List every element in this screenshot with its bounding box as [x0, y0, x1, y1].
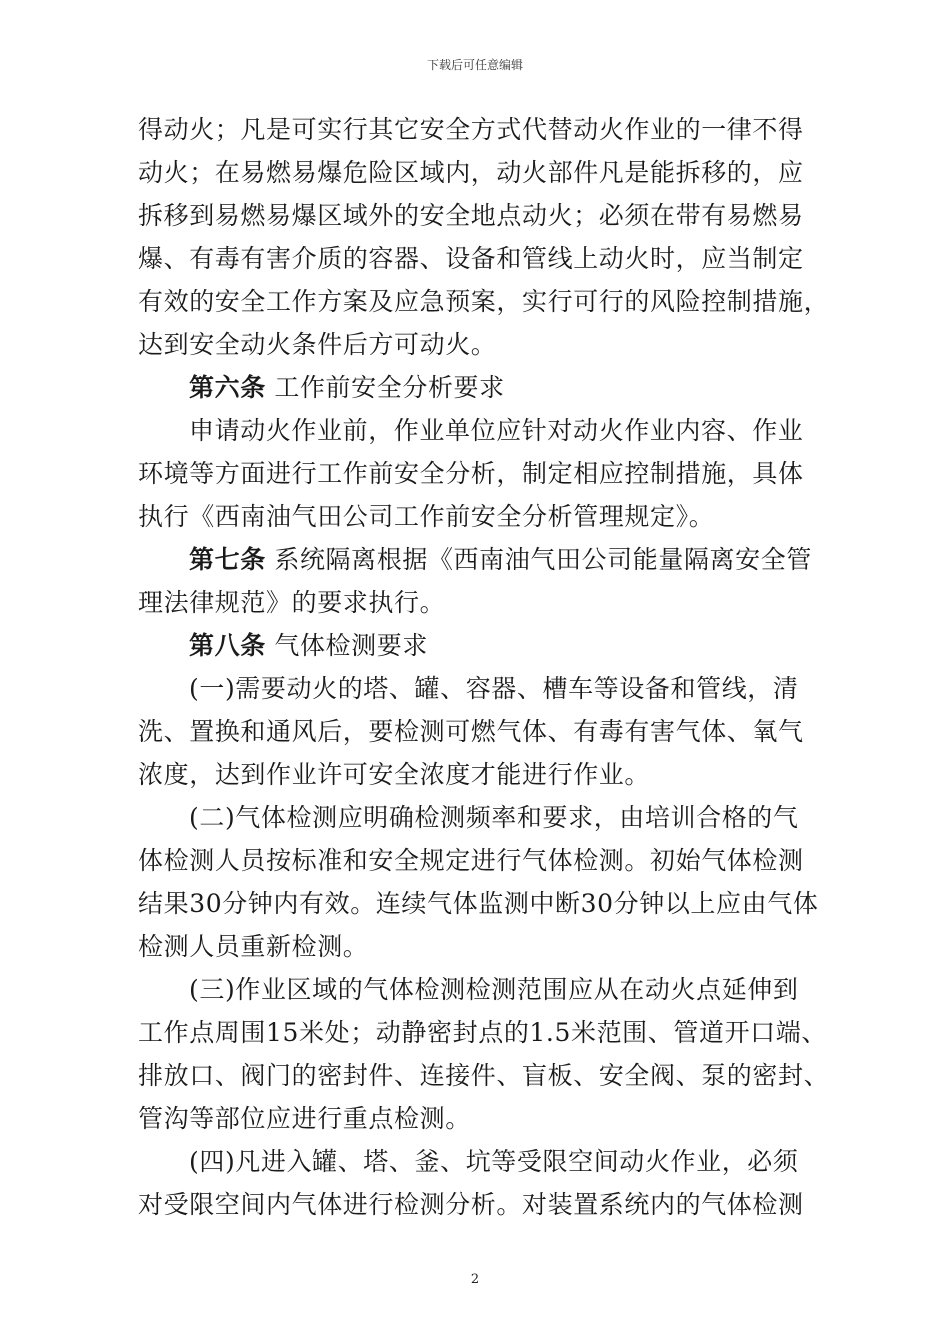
text-line: 爆、有毒有害介质的容器、设备和管线上动火时，应当制定	[138, 244, 804, 273]
article-6-heading	[138, 366, 828, 409]
text-line: 体检测人员按标准和安全规定进行气体检测。初始气体检测	[138, 846, 804, 875]
text-line: 对受限空间内气体进行检测分析。对装置系统内的气体检测	[138, 1190, 804, 1219]
article-7-paragraph	[138, 538, 828, 624]
article-label: 第七条	[189, 545, 266, 574]
text-line: 动火；在易燃易爆危险区域内，动火部件凡是能拆移的，应	[138, 158, 804, 187]
text-line: 拆移到易燃易爆区域外的安全地点动火；必须在带有易燃易	[138, 201, 804, 230]
article-6-paragraph	[138, 409, 828, 538]
text-line: 申请动火作业前，作业单位应针对动火作业内容、作业	[189, 416, 804, 445]
text-line: 执行《西南油气田公司工作前安全分析管理规定》。	[138, 502, 715, 531]
text-line: 达到安全动火条件后方可动火。	[138, 330, 497, 359]
text-line: 理法律规范》的要求执行。	[138, 588, 446, 617]
item-3-paragraph	[138, 968, 828, 1140]
text-line: 得动火；凡是可实行其它安全方式代替动火作业的一律不得	[138, 115, 804, 144]
text-line: 排放口、阀门的密封件、连接件、盲板、安全阀、泵的密封、	[138, 1061, 830, 1090]
page-header: 下载后可任意编辑	[426, 58, 523, 72]
item-1-paragraph	[138, 667, 828, 796]
text-line: (一)需要动火的塔、罐、容器、槽车等设备和管线，清	[189, 674, 799, 703]
text-line: 检测人员重新检测。	[138, 932, 369, 961]
text-line: (二)气体检测应明确检测频率和要求，由培训合格的气	[189, 803, 799, 832]
text-line: 管沟等部位应进行重点检测。	[138, 1104, 471, 1133]
text-line: 洗、置换和通风后，要检测可燃气体、有毒有害气体、氧气	[138, 717, 804, 746]
article-label: 第八条	[189, 631, 266, 660]
page-number: 2	[470, 1272, 480, 1287]
article-title: 气体检测要求	[274, 631, 428, 660]
item-4-paragraph	[138, 1140, 828, 1226]
text-line: (四)凡进入罐、塔、釜、坑等受限空间动火作业，必须	[189, 1147, 799, 1176]
text-line: 环境等方面进行工作前安全分析，制定相应控制措施，具体	[138, 459, 804, 488]
article-8-heading	[138, 624, 828, 667]
text-line	[138, 538, 828, 581]
document-body	[138, 108, 828, 1226]
text-line	[138, 624, 828, 667]
text-line: 浓度，达到作业许可安全浓度才能进行作业。	[138, 760, 651, 789]
article-text: 系统隔离根据《西南油气田公司能量隔离安全管	[274, 545, 812, 574]
item-2-paragraph	[138, 796, 828, 968]
text-line: 有效的安全工作方案及应急预案，实行可行的风险控制措施，	[138, 287, 830, 316]
article-title: 工作前安全分析要求	[274, 373, 505, 402]
text-line: 工作点周围15米处；动静密封点的1.5米范围、管道开口端、	[138, 1018, 827, 1047]
article-label: 第六条	[189, 373, 266, 402]
text-line	[138, 366, 828, 409]
text-line: (三)作业区域的气体检测检测范围应从在动火点延伸到	[189, 975, 799, 1004]
paragraph-continuation	[138, 108, 828, 366]
text-line: 结果30分钟内有效。连续气体监测中断30分钟以上应由气体	[138, 889, 819, 918]
